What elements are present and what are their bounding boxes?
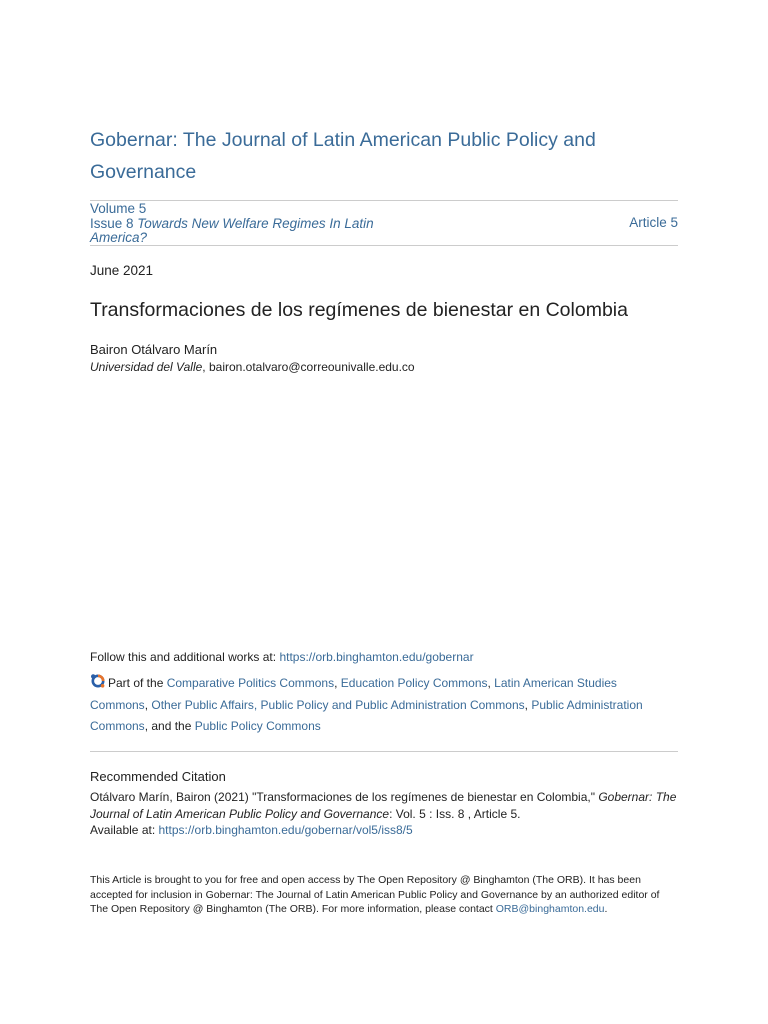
public-policy-link[interactable]: Public Policy Commons <box>194 719 321 733</box>
comparative-politics-link[interactable]: Comparative Politics Commons <box>166 676 335 690</box>
part-of-disciplines <box>90 673 678 738</box>
issue-title[interactable]: Towards New Welfare Regimes In Latin <box>137 215 374 231</box>
latin-american-studies-link[interactable]: Latin American Studies Commons <box>90 676 617 712</box>
citation-url-link[interactable]: https://orb.binghamton.edu/gobernar/vol5/iss8/5 <box>158 823 413 837</box>
footer-notice <box>90 873 670 917</box>
affiliation: Universidad del Valle <box>90 360 203 374</box>
publication-date: June 2021 <box>90 263 154 278</box>
footer-end: . <box>604 903 608 915</box>
follow-text: Follow this and additional works at: <box>90 650 280 664</box>
follow-url-link[interactable]: https://orb.binghamton.edu/gobernar <box>279 650 474 664</box>
education-policy-link[interactable]: Education Policy Commons <box>340 676 488 690</box>
issue-number[interactable]: Issue 8 <box>90 215 134 231</box>
follow-line <box>90 650 474 664</box>
separator: , <box>144 697 152 712</box>
public-administration-link[interactable]: Public Administration Commons <box>90 697 643 733</box>
author-email: , bairon.otalvaro@correounivalle.edu.co <box>202 360 415 374</box>
citation-text <box>90 789 678 839</box>
network-icon <box>90 673 106 689</box>
journal-title-line-2[interactable]: Governance <box>90 161 197 183</box>
journal-title-line-1[interactable]: Gobernar: The Journal of Latin American Public Policy and <box>90 129 596 151</box>
divider-citation <box>90 751 678 752</box>
contact-email-link[interactable]: ORB@binghamton.edu <box>495 903 605 915</box>
and-the-text: , and the <box>144 719 195 733</box>
citation-journal: Gobernar: The Journal of Latin American Public Policy and Governance <box>90 790 677 821</box>
separator: , <box>524 697 532 712</box>
citation-part-1: Otálvaro Marín, Bairon (2021) "Transformaciones de los regímenes de bienestar en Colombia," <box>90 790 599 804</box>
footer-text: This Article is brought to you for free and open access by The Open Repository @ Binghamton (The ORB). It has been accepted for inclusion in Gobernar: The Journal of Latin American Public Policy and Governance by an authorized editor of The Open Repository @ Binghamton (The ORB). For more information, please contact <box>90 874 660 915</box>
article-link[interactable]: Article 5 <box>629 215 678 230</box>
citation-heading: Recommended Citation <box>90 769 226 784</box>
issue-link[interactable] <box>90 217 390 246</box>
journal-title[interactable] <box>90 124 650 188</box>
divider-top <box>90 200 678 201</box>
divider-issue <box>90 245 678 246</box>
volume-link[interactable]: Volume 5 <box>90 201 147 216</box>
separator: , <box>334 676 341 690</box>
issue-info <box>90 202 678 246</box>
citation-part-2: : Vol. 5 : Iss. 8 , Article 5. <box>389 806 521 821</box>
part-of-prefix: Part of the <box>108 676 167 690</box>
separator: , <box>487 676 495 690</box>
available-at-label: Available at: <box>90 823 159 837</box>
other-public-affairs-link[interactable]: Other Public Affairs, Public Policy and Public Administration Commons <box>151 697 525 712</box>
article-title: Transformaciones de los regímenes de bienestar en Colombia <box>90 299 628 321</box>
issue-title-cont[interactable]: America? <box>90 230 148 245</box>
author-name: Bairon Otálvaro Marín <box>90 342 218 357</box>
author-affiliation <box>90 360 415 374</box>
